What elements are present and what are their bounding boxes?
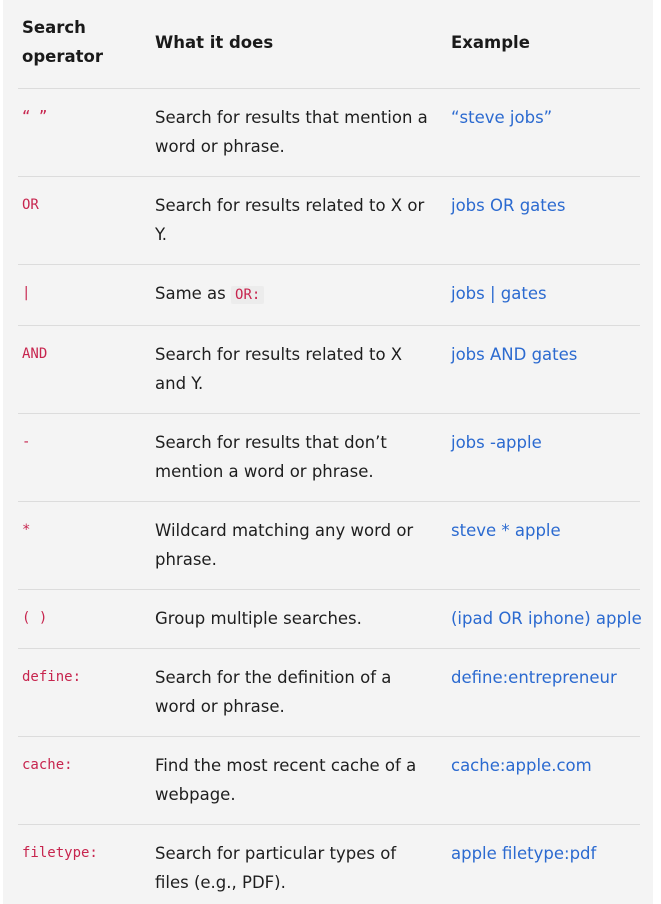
operator-cell: filetype:: [18, 825, 151, 904]
table-row: [18, 825, 640, 904]
description-cell: Search for results related to X or Y.: [151, 177, 447, 265]
table-row: [18, 649, 640, 737]
operator-cell: cache:: [18, 737, 151, 825]
example-link[interactable]: steve * apple: [451, 521, 561, 540]
search-operators-table: [18, 0, 640, 904]
example-cell: [447, 89, 640, 177]
table-row: [18, 265, 640, 326]
operator-cell: define:: [18, 649, 151, 737]
example-cell: [447, 825, 640, 904]
table-row: [18, 590, 640, 649]
table-row: [18, 89, 640, 177]
description-cell: Search for results that mention a word or phrase.: [151, 89, 447, 177]
example-link[interactable]: apple filetype:pdf: [451, 844, 597, 863]
operator-cell: |: [18, 265, 151, 326]
header-search-operator: Search operator: [18, 0, 151, 89]
description-text: Same as: [155, 284, 226, 303]
inline-code: OR:: [231, 286, 264, 304]
header-example: Example: [447, 0, 640, 89]
example-cell: [447, 265, 640, 326]
header-what-it-does: What it does: [151, 0, 447, 89]
operator-cell: -: [18, 414, 151, 502]
example-cell: [447, 414, 640, 502]
operator-cell: ( ): [18, 590, 151, 649]
example-link[interactable]: jobs OR gates: [451, 196, 566, 215]
example-cell: [447, 502, 640, 590]
example-link[interactable]: define:entrepreneur: [451, 668, 617, 687]
table-row: [18, 326, 640, 414]
example-link[interactable]: jobs AND gates: [451, 345, 578, 364]
operators-panel: [3, 0, 653, 904]
description-cell: Search for results related to X and Y.: [151, 326, 447, 414]
description-cell: Find the most recent cache of a webpage.: [151, 737, 447, 825]
operator-cell: “ ”: [18, 89, 151, 177]
example-link[interactable]: cache:apple.com: [451, 756, 592, 775]
table-row: [18, 737, 640, 825]
operator-cell: OR: [18, 177, 151, 265]
description-cell: Search for particular types of files (e.g., PDF).: [151, 825, 447, 904]
example-cell: [447, 649, 640, 737]
example-cell: [447, 177, 640, 265]
example-cell: [447, 737, 640, 825]
table-header-row: [18, 0, 640, 89]
operator-cell: *: [18, 502, 151, 590]
description-cell: Search for the definition of a word or phrase.: [151, 649, 447, 737]
operator-cell: AND: [18, 326, 151, 414]
example-cell: [447, 326, 640, 414]
example-cell: [447, 590, 640, 649]
description-cell: [151, 265, 447, 326]
example-link[interactable]: jobs | gates: [451, 284, 547, 303]
table-row: [18, 414, 640, 502]
description-cell: Search for results that don’t mention a word or phrase.: [151, 414, 447, 502]
example-link[interactable]: jobs -apple: [451, 433, 542, 452]
table-row: [18, 502, 640, 590]
example-link[interactable]: “steve jobs”: [451, 108, 553, 127]
table-row: [18, 177, 640, 265]
example-link[interactable]: (ipad OR iphone) apple: [451, 609, 642, 628]
description-cell: Wildcard matching any word or phrase.: [151, 502, 447, 590]
description-cell: Group multiple searches.: [151, 590, 447, 649]
